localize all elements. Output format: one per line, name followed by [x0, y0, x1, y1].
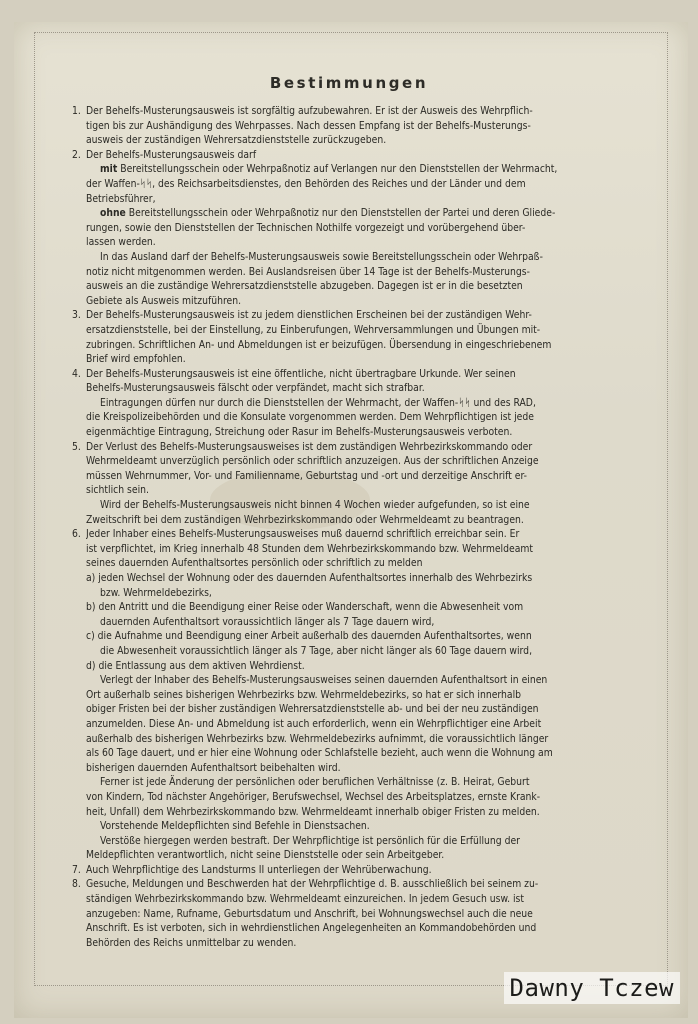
- text-line: als 60 Tage dauert, und er hier eine Wohnung oder Schlafstelle bezieht, auch wenn die Wohnung am: [86, 747, 553, 760]
- text-line: bisherigen dauernden Aufenthaltsort beibehalten wird.: [86, 761, 341, 774]
- text-fragment: bzw. Wehrmeldebezirks,: [100, 586, 212, 599]
- text-fragment: Bereitstellungsschein oder Wehrpaßnotiz auf Verlangen nur den Dienststellen der Wehrmacht,: [120, 163, 558, 176]
- text-line: Zweitschrift bei dem zuständigen Wehrbezirkskommando oder Wehrmeldeamt zu beantragen.: [86, 513, 524, 526]
- text-line: Verlegt der Inhaber des Behelfs-Musterungsausweises seinen dauernden Aufenthaltsort in einen: [100, 674, 548, 687]
- list-subitem-line: [86, 586, 660, 601]
- text-line: Ferner ist jede Änderung der persönlichen oder beruflichen Verhältnisse (z. B. Heirat, Geburt: [100, 776, 530, 789]
- text-line: die Kreispolizeibehörden und die Konsulate vorgenommen werden. Dem Wehrpflichtigen ist jede: [86, 411, 534, 424]
- subitem-letter: a): [86, 572, 99, 584]
- text-line: ersatzdienststelle, bei der Einstellung, zu Einberufungen, Wehrversammlungen und Übungen mit-: [86, 323, 541, 336]
- subitem-letter: d): [86, 659, 99, 672]
- clause-item: [72, 527, 660, 863]
- text-fragment: Betriebsführer,: [86, 192, 156, 205]
- clause-number: 1.: [72, 105, 81, 117]
- text-line: Gesuche, Meldungen und Beschwerden hat der Wehrpflichtige d. B. ausschließlich bei seinem zu-: [86, 878, 539, 891]
- text-fragment: dauernden Aufenthaltsort voraussichtlich länger als 7 Tage dauern wird,: [100, 615, 435, 628]
- text-line: Jeder Inhaber eines Behelfs-Musterungsausweises muß dauernd schriftlich erreichbar sein. Er: [86, 528, 520, 541]
- text-line: [86, 206, 660, 221]
- text-line: Gebiete als Ausweis mitzuführen.: [86, 294, 242, 307]
- text-line: anzugeben: Name, Rufname, Geburtsdatum und Anschrift, bei Wohnungswechsel auch die neue: [86, 907, 533, 920]
- emphasis-word: ohne: [100, 207, 126, 220]
- text-line: Behörden des Reichs unmittelbar zu wenden.: [86, 936, 297, 949]
- text-line: ständigen Wehrbezirkskommando bzw. Wehrmeldeamt einzureichen. In jedem Gesuch usw. ist: [86, 893, 524, 906]
- text-line: Eintragungen dürfen nur durch die Dienststellen der Wehrmacht, der Waffen-ᛋᛋ und des RAD,: [100, 396, 536, 409]
- text-line: Verstöße hiergegen werden bestraft. Der Wehrpflichtige ist persönlich für die Erfüllung der: [100, 834, 520, 847]
- text-line: zubringen. Schriftlichen An- und Abmeldungen ist er beizufügen. Übersendung in eingeschriebenem: [86, 338, 552, 351]
- list-subitem-line: [86, 571, 660, 586]
- text-line: In das Ausland darf der Behelfs-Musterungsausweis sowie Bereitstellungsschein oder Wehrpaß-: [100, 250, 543, 263]
- text-fragment: Bereitstellungsschein oder Wehrpaßnotiz nur den Dienststellen der Partei und deren Gliede-: [128, 207, 556, 220]
- text-line: außerhalb des bisherigen Wehrbezirks bzw. Wehrmeldebezirks aufnimmt, die voraussichtlich länger: [86, 732, 549, 745]
- clause-item: [72, 308, 660, 366]
- text-fragment: die Aufnahme und Beendigung einer Arbeit außerhalb des dauernden Aufenthaltsortes, wenn: [97, 630, 532, 643]
- clause-number: 6.: [72, 528, 81, 541]
- clause-item: [72, 863, 660, 878]
- text-line: notiz nicht mitgenommen werden. Bei Auslandsreisen über 14 Tage ist der Behelfs-Musterungs-: [86, 265, 530, 278]
- text-line: Der Verlust des Behelfs-Musterungsausweises ist dem zuständigen Wehrbezirkskommando oder: [86, 440, 533, 453]
- clause-item: [72, 877, 660, 950]
- clause-item: [72, 440, 660, 528]
- text-line: Anschrift. Es ist verboten, sich in wehrdienstlichen Angelegenheiten an Kommandobehörden und: [86, 922, 537, 935]
- text-line: müssen Wehrnummer, Vor- und Familienname, Geburtstag und -ort und derzeitige Anschrift er-: [86, 469, 527, 482]
- text-line: [86, 235, 660, 250]
- subitem-letter: c): [86, 630, 98, 643]
- clause-number: 8.: [72, 878, 81, 891]
- text-fragment: jeden Wechsel der Wohnung oder des dauernden Aufenthaltsortes innerhalb des Wehrbezirks: [98, 572, 533, 584]
- list-subitem-line: [86, 600, 660, 615]
- list-subitem-line: [86, 659, 660, 674]
- clause-number: 7.: [72, 863, 81, 876]
- text-line: Behelfs-Musterungsausweis fälscht oder verpfändet, macht sich strafbar.: [86, 382, 425, 395]
- text-line: Brief wird empfohlen.: [86, 353, 186, 366]
- text-fragment: der Waffen-ᛋᛋ, des Reichsarbeitsdienstes, den Behörden des Reiches und der Länder und dem: [86, 177, 526, 190]
- document-title: Bestimmungen: [269, 74, 429, 92]
- text-line: Der Behelfs-Musterungsausweis ist zu jedem dienstlichen Erscheinen bei der zuständigen Wehr-: [86, 309, 532, 322]
- text-fragment: den Antritt und die Beendigung einer Reise oder Wanderschaft, wenn die Abwesenheit vom: [98, 601, 524, 614]
- text-line: heit, Unfall) dem Wehrbezirkskommando bzw. Wehrmeldeamt innerhalb obiger Fristen zu melden.: [86, 805, 540, 818]
- text-line: seines dauernden Aufenthaltsortes persönlich oder schriftlich zu melden: [86, 557, 423, 570]
- text-line: Meldepflichten verantwortlich, nicht seine Dienststelle oder sein Arbeitgeber.: [86, 849, 445, 862]
- text-line: ausweis der zuständigen Wehrersatzdienststelle zurückzugeben.: [86, 134, 387, 147]
- text-line: anzumelden. Diese An- und Abmeldung ist auch erforderlich, wenn ein Wehrpflichtiger eine Arbeit: [86, 717, 542, 730]
- text-line: Auch Wehrpflichtige des Landsturms II unterliegen der Wehrüberwachung.: [86, 863, 432, 876]
- clause-number: 5.: [72, 440, 81, 453]
- text-line: [86, 162, 660, 177]
- watermark-text: Dawny Tczew: [504, 972, 680, 1004]
- list-subitem-line: [86, 615, 660, 630]
- clause-item: [72, 104, 660, 148]
- text-line: eigenmächtige Eintragung, Streichung oder Rasur im Behelfs-Musterungsausweis verboten.: [86, 426, 513, 439]
- subitem-letter: b): [86, 601, 99, 614]
- document-body: [72, 104, 660, 950]
- text-line: Vorstehende Meldepflichten sind Befehle in Dienstsachen.: [100, 820, 370, 833]
- text-line: obiger Fristen bei der bisher zuständigen Wehrersatzdienststelle ab- und bei der neu zuständigen: [86, 703, 539, 716]
- text-line: ausweis an die zuständige Wehrersatzdienststelle abzugeben. Dagegen ist er in die besetzten: [86, 280, 523, 293]
- text-line: Wird der Behelfs-Musterungsausweis nicht binnen 4 Wochen wieder aufgefunden, so ist eine: [100, 499, 530, 512]
- text-line: Ort außerhalb seines bisherigen Wehrbezirks bzw. Wehrmeldebezirks, so hat er sich innerhalb: [86, 688, 522, 701]
- text-line: [86, 192, 660, 207]
- text-fragment: die Entlassung aus dem aktiven Wehrdienst.: [98, 659, 305, 672]
- text-line: tigen bis zur Aushändigung des Wehrpasses. Nach dessen Empfang ist der Behelfs-Musterungs-: [86, 119, 531, 132]
- text-line: Der Behelfs-Musterungsausweis ist eine öffentliche, nicht übertragbare Urkunde. Wer seinen: [86, 367, 516, 380]
- list-subitem-line: [86, 644, 660, 659]
- text-fragment: rungen, sowie den Dienststellen der Technischen Nothilfe vorgezeigt und vorübergehend über-: [86, 221, 526, 234]
- text-line: Der Behelfs-Musterungsausweis ist sorgfältig aufzubewahren. Er ist der Ausweis des Wehrpflich-: [86, 105, 533, 117]
- text-fragment: lassen werden.: [86, 236, 156, 249]
- clause-number: 2.: [72, 148, 81, 161]
- text-line: [86, 177, 660, 192]
- clause-item: [72, 148, 660, 309]
- emphasis-word: mit: [100, 163, 118, 176]
- clause-number: 4.: [72, 367, 81, 380]
- text-line: Der Behelfs-Musterungsausweis darf: [86, 148, 257, 161]
- clause-number: 3.: [72, 309, 81, 322]
- list-subitem-line: [86, 629, 660, 644]
- text-line: sichtlich sein.: [86, 484, 149, 497]
- text-line: [86, 221, 660, 236]
- clause-item: [72, 367, 660, 440]
- text-fragment: die Abwesenheit voraussichtlich länger als 7 Tage, aber nicht länger als 60 Tage dauern wird,: [100, 644, 533, 657]
- text-line: Wehrmeldeamt unverzüglich persönlich oder schriftlich anzuzeigen. Aus der schriftlichen Anzeige: [86, 455, 539, 468]
- text-line: von Kindern, Tod nächster Angehöriger, Berufswechsel, Wechsel des Arbeitsplatzes, ernste Krank-: [86, 790, 541, 803]
- text-line: ist verpflichtet, im Krieg innerhalb 48 Stunden dem Wehrbezirkskommando bzw. Wehrmeldeamt: [86, 542, 534, 555]
